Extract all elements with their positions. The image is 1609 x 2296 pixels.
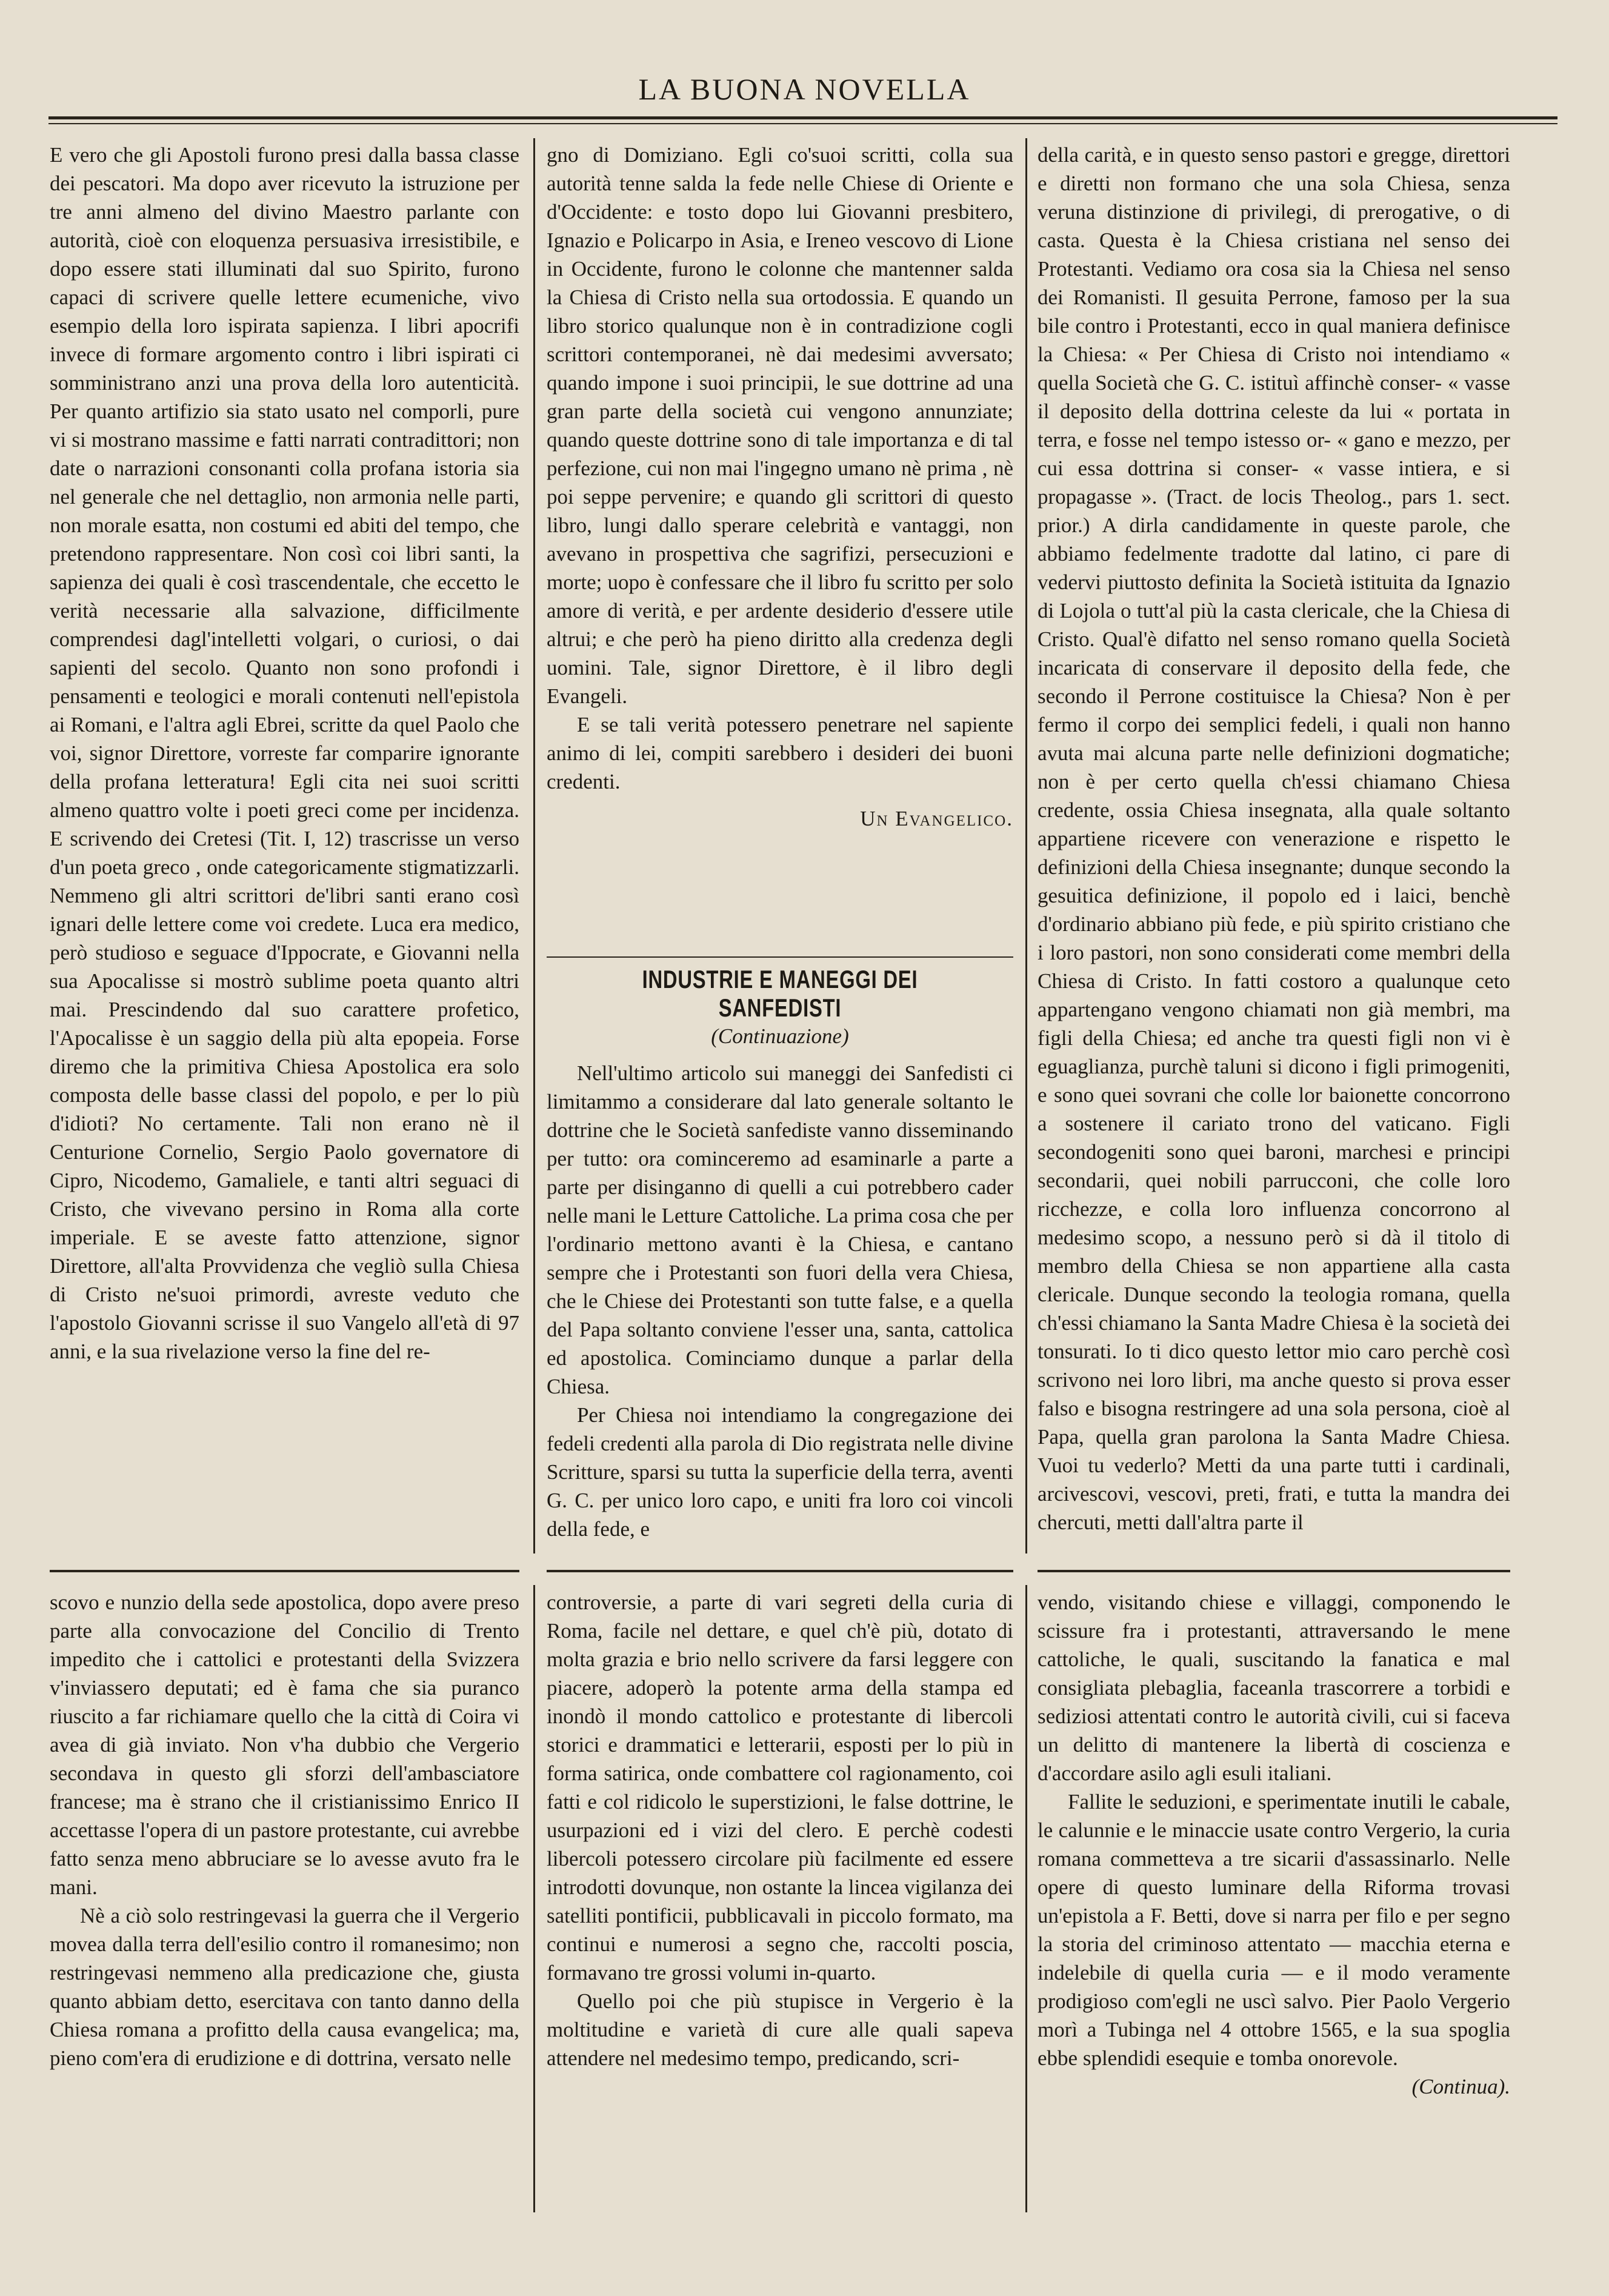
- paragraph: controversie, a parte di vari segreti della curia di Roma, facile nel dettare, e quel ch'è più, dotato di molta grazia e brio nello scrivere da farsi leggere con piacere, adoperò la potente arma della stampa ed inondò il mondo cattolico e protestante di libercoli storici e drammatici e letterarii, esposti per lo più in forma satirica, onde combattere col ragionamento, coi fatti e col ridicolo le superstizioni, le false dottrine, le usurpazioni ed i vizi del clero. E perchè codesti libercoli potessero circolare più facilmente ed essere introdotti dovunque, non ostante la lincea vigilanza dei satelliti pontificii, pubblicavali in piccolo formato, ma continui e numerosi a segno che, raccolti poscia, formavano tre grossi volumi in-quarto.: [547, 1590, 1013, 1984]
- signature: Un Evangelico.: [860, 807, 1013, 830]
- paragraph: E vero che gli Apostoli furono presi dalla bassa classe dei pescatori. Ma dopo aver ricevuto la istruzione per tre anni almeno del divino Maestro parlante con autorità, cioè con eloquenza persuasiva irresistibile, e dopo essere stati illuminati dal suo Spirito, furono capaci di scrivere quelle lettere ecumeniche, vivo esempio della loro ispirata sapienza. I libri apocrifi invece di formare argomento contro i libri ispirati ci somministrano anzi una prova della loro autenticità. Per quanto artifizio sia stato usato nel comporli, pure vi si mostrano massime e fatti narrati contradittori; non date o narrazioni consonanti colla profana istoria sia nel generale che nel dettaglio, non armonia nelle parti, non morale esatta, non costumi ed abiti del tempo, che pretendono rappresentare. Non così coi libri santi, la sapienza dei quali è così trascendentale, che eccetto le verità necessarie alla salvazione, difficilmente comprendesi dagl'intelletti volgari, o curiosi, o dai sapienti del secolo. Quanto non sono profondi i pensamenti e teologici e morali contenuti nell'epistola ai Romani, e l'altra agli Ebrei, scritte da quel Paolo che voi, signor Direttore, vorreste far comparire ignorante della profana letteratura! Egli cita nei suoi scritti almeno quattro volte i poeti greci come per incidenza. E scrivendo dei Cretesi (Tit. I, 12) trascrisse un verso d'un poeta greco , onde categoricamente stigmatizzarli. Nemmeno gli altri scrittori de'libri santi erano così ignari delle lettere come voi credete. Luca era medico, però studioso e seguace d'Ippocrate, e Giovanni nella sua Apocalisse si mostrò sublime poeta quanto altri mai. Prescindendo dal suo carattere profetico, l'Apocalisse è un saggio della più alta epopeia. Forse diremo che la primitiva Chiesa Apostolica era solo composta delle basse classi del popolo, e per lo più d'idioti? No certamente. Tali non erano nè il Centurione Cornelio, Sergio Paolo governatore di Cipro, Nicodemo, Gamaliele, e tanti altri seguaci di Cristo, che vivevano persino in Roma alla corte imperiale. E se aveste fatto attenzione, signor Direttore, all'alta Provvidenza che vegliò sulla Chiesa di Cristo ne'suoi primordi, avreste veduto che l'apostolo Giovanni scrisse il suo Vangelo all'età di 97 anni, e la sua rivelazione verso la fine del re-: [50, 143, 519, 1363]
- section-rule: [1038, 1570, 1510, 1572]
- paragraph: E se tali verità potessero penetrare nel sapiente animo di lei, compiti sarebbero i desideri dei buoni credenti.: [547, 713, 1013, 793]
- paragraph: Nè a ciò solo restringevasi la guerra che il Vergerio movea dalla terra dell'esilio contro il romanesimo; non restringevasi nemmeno alla predicazione che, giusta quanto abbiam detto, esercitava con tanto danno della Chiesa romana a profitto della causa evangelica; ma, pieno com'era di erudizione e di dottrina, versato nelle: [50, 1904, 519, 2070]
- paragraph: Per Chiesa noi intendiamo la congregazione dei fedeli credenti alla parola di Dio registrata nelle divine Scritture, sparsi su tutta la superficie della terra, aventi G. C. per unico loro capo, e uniti fra loro coi vincoli della fede, e: [547, 1403, 1013, 1541]
- masthead-rule-thin: [48, 123, 1557, 124]
- column-divider: [1025, 138, 1027, 1553]
- top-column-2-letter: [547, 141, 1013, 947]
- masthead-title: LA BUONA NOVELLA: [638, 72, 971, 106]
- paragraph: Quello poi che più stupisce in Vergerio è la moltitudine e varietà di cure alle quali sapeva attendere nel medesimo tempo, predicando, scri-: [547, 1989, 1013, 2070]
- article-separator: [547, 956, 1013, 958]
- paragraph: della carità, e in questo senso pastori e gregge, direttori e diretti non formano che una sola Chiesa, senza veruna distinzione di privilegi, di prerogative, o di casta. Questa è la Chiesa cristiana nel senso dei Protestanti. Vediamo ora cosa sia la Chiesa nel senso dei Romanisti. Il gesuita Perrone, famoso per la sua bile contro i Protestanti, ecco in qual maniera definisce la Chiesa: « Per Chiesa di Cristo noi intendiamo « quella Società che G. C. istituì affinchè conser- « vasse il deposito della dottrina celeste da lui « portata in terra, e fosse nel tempo istesso or- « gano e mezzo, per cui essa dottrina si conser- « vasse intiera, e si propagasse ». (Tract. de locis Theolog., pars 1. sect. prior.) A dirla candidamente in queste parole, che abbiamo fedelmente tradotte dal latino, ci pare di vedervi piuttosto definita la Società istituita da Ignazio di Lojola o tutt'al più la casta clericale, che la Chiesa di Cristo. Qual'è difatto nel senso romano quella Società incaricata di conservare il deposito della fede, che secondo il Perrone costituisce la Chiesa? Non è per fermo il corpo dei semplici fedeli, i quali non hanno avuta mai alcuna parte nelle definizioni dogmatiche; non è per certo quella ch'essi chiamano Chiesa credente, ossia Chiesa insegnata, alla quale soltanto appartiene ricevere con venerazione e rispetto le definizioni della Chiesa insegnante; dunque secondo la gesuitica definizione, il popolo ed i laici, benchè d'ordinario abbiano più fede, e più spirito cristiano che i loro pastori, non sono considerati come membri della Chiesa di Cristo. In fatti costoro a qualunque ceto appartengano vengono chiamati non già membri, ma figli della Chiesa; ed anche tra questi figli non vi è eguaglianza, purchè taluni si dicono i figli primogeniti, e sono quei sovrani che colle lor baionette concorrono a sostenere il cariato trono del vaticano. Figli secondogeniti sono quei baroni, marchesi e principi secondarii, quei nobili parrucconi, che colle loro ricchezze, e colla loro influenza concorrono al medesimo scopo, a nessuno però si dà il titolo di membro della Chiesa se non appartiene alla casta clericale. Dunque secondo la teologia romana, quella ch'essi chiamano la Santa Madre Chiesa è la società dei tonsurati. Io ti dico questo lettor mio caro perchè così scrivono nei loro libri, ma anche questo si prova esser falso e bisogna restringere ad una sola persona, cioè al Papa, quella gran parolona la Santa Madre Chiesa. Vuoi tu vederlo? Metti da una parte tutti i cardinali, arcivescovi, vescovi, preti, frati, e tutta la mandra dei chercuti, metti dall'altra parte il: [1038, 143, 1510, 1534]
- column-divider: [1025, 1585, 1027, 2212]
- paragraph: vendo, visitando chiese e villaggi, componendo le scissure fra i protestanti, attraversando le mene cattoliche, le quali, suscitando la fanatica e mal consigliata plebaglia, faceanla trascorrere a torbidi e sediziosi attentati contro le autorità civili, cui si faceva un delitto di mantenere la libertà di coscienza e d'accordare asilo agli esuli italiani.: [1038, 1590, 1510, 1785]
- top-column-3: [1038, 141, 1510, 1553]
- paragraph: gno di Domiziano. Egli co'suoi scritti, colla sua autorità tenne salda la fede nelle Chiese di Oriente e d'Occidente: e tosto dopo lui Giovanni presbitero, Ignazio e Policarpo in Asia, e Ireneo vescovo di Lione in Occidente, furono le colonne che mantenner salda la Chiesa di Cristo nella sua ortodossia. E quando un libro storico qualunque non è in contradizione cogli scrittori contemporanei, nè dai medesimi avversato; quando impone i suoi principii, le sue dottrine ad una gran parte della società cui vengono annunziate; quando queste dottrine sono di tale importanza e di tal perfezione, cui non mai l'ingegno umano nè prima , nè poi seppe pervenire; e quando gli scrittori di questo libro, lungi dallo sperare celebrità e vantaggi, non avevano in prospettiva che sagrifizi, persecuzioni e morte; uopo è confessare che il libro fu scritto per solo amore di verità, e per ardente desiderio d'essere utile altrui; e che però ha pieno diritto alla credenza degli uomini. Tale, signor Direttore, è il libro degli Evangeli.: [547, 143, 1013, 708]
- masthead-rule: [48, 116, 1557, 119]
- paragraph: Fallite le seduzioni, e sperimentate inutili le cabale, le calunnie e le minaccie usate contro Vergerio, la curia romana commetteva a tre sicarii d'assassinarlo. Nelle opere di questo luminare della Riforma trovasi un'epistola a F. Betti, dove si narra per filo e per segno la storia del criminoso attentato — macchia eterna e indelebile di quella curia — e il modo veramente prodigioso com'egli ne uscì salvo. Pier Paolo Vergerio morì a Tubinga nel 4 ottobre 1565, e la sua spoglia ebbe splendidi esequie e tomba onorevole.: [1038, 1790, 1510, 2070]
- column-divider: [533, 138, 535, 1553]
- top-column-1: [50, 141, 519, 1553]
- paragraph: scovo e nunzio della sede apostolica, dopo avere preso parte alla convocazione del Concilio di Trento impedito che i cattolici e protestanti della Svizzera v'inviassero deputati; ed è fama che sia puranco riuscito a far richiamare quello che la città di Coira vi avea di già inviato. Non v'ha dubbio che Vergerio secondava in questo gli sforzi dell'ambasciatore francese; ma è strano che il cristianissimo Enrico II accettasse l'opera di un pastore protestante, cui avrebbe fatto senza meno abbruciare se lo avesse avuto fra le mani.: [50, 1590, 519, 1899]
- bottom-column-1: [50, 1588, 519, 2212]
- bottom-column-2: [547, 1588, 1013, 2212]
- section-subtitle: (Continuazione): [711, 1024, 849, 1048]
- column-divider: [533, 1585, 535, 2212]
- section-rule: [50, 1570, 519, 1572]
- bottom-column-3: [1038, 1588, 1510, 2212]
- top-column-2-article: [547, 965, 1013, 1553]
- section-title: INDUSTRIE E MANEGGI DEI SANFEDISTI: [642, 965, 918, 1022]
- section-rule: [547, 1570, 1013, 1572]
- paragraph: Nell'ultimo articolo sui maneggi dei Sanfedisti ci limitammo a considerare dal lato generale soltanto le dottrine che le Società sanfediste vanno disseminando per tutto: ora cominceremo ad esaminarle a parte a parte per disinganno di quelli a cui potrebbero cader nelle mani le Letture Cattoliche. La prima cosa che per l'ordinario mettono avanti è la Chiesa, e cantano sempre che i Protestanti son fuori della vera Chiesa, che le Chiese dei Protestanti son tutte false, e a quella del Papa soltanto conviene l'esser una, santa, cattolica ed apostolica. Cominciamo dunque a parlar della Chiesa.: [547, 1061, 1013, 1398]
- continua-note: (Continua).: [1411, 2075, 1510, 2098]
